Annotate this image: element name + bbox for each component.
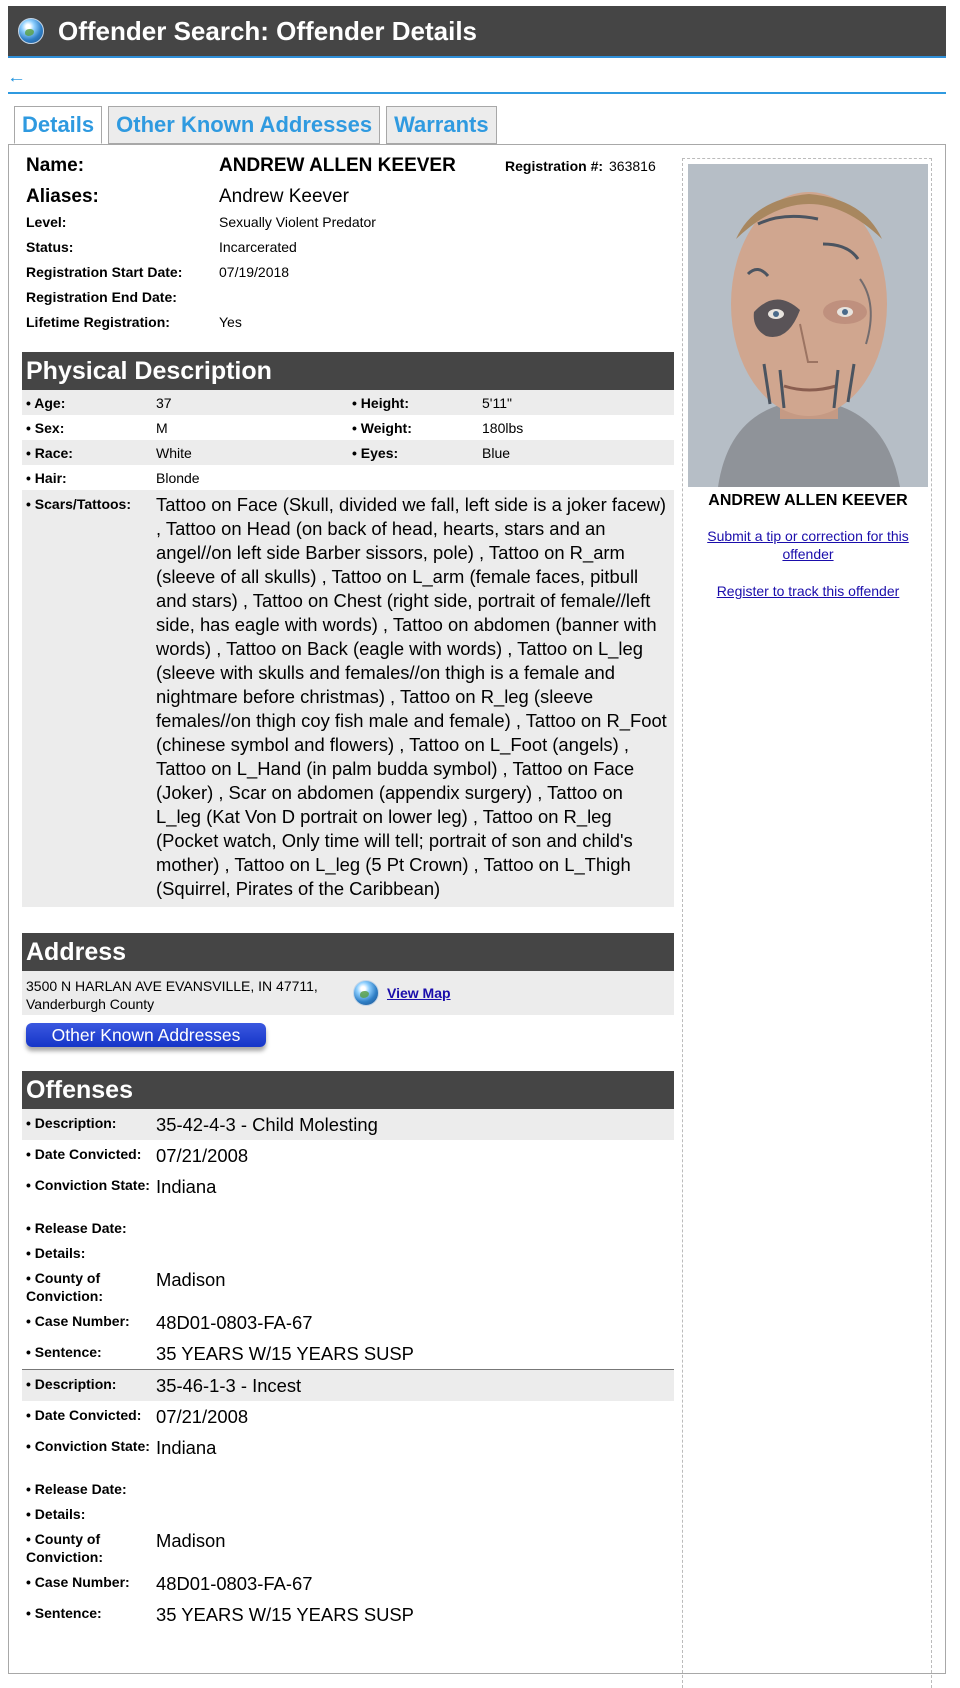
tab-warrants[interactable]: Warrants [386,106,497,144]
offense-county-label: • County of Conviction: [26,1531,103,1565]
page-title: Offender Search: Offender Details [58,15,477,46]
offense-county-label: • County of Conviction: [26,1270,103,1304]
offender-photo-image [688,164,928,487]
offense-row-county [22,1525,674,1568]
lifetime-row [22,309,674,334]
back-arrow-icon[interactable]: 🠀 [10,72,23,89]
scars-tattoos-row [22,490,674,907]
offense-date-convicted-value: 07/21/2008 [156,1406,249,1427]
address-heading: Address [22,933,674,971]
tab-bar [14,106,503,144]
offense-row-conviction-state [22,1432,674,1475]
phys-row-race [22,440,674,465]
offense-description-label: • Description: [26,1376,117,1392]
weight-value: 180lbs [482,420,524,436]
offense-sentence-value: 35 YEARS W/15 YEARS SUSP [156,1343,414,1364]
eyes-label: • Eyes: [352,445,399,461]
offense-case-number-value: 48D01-0803-FA-67 [156,1573,313,1594]
phys-row-sex [22,415,674,440]
offense-date-convicted-label: • Date Convicted: [26,1146,142,1162]
offense-sentence-value: 35 YEARS W/15 YEARS SUSP [156,1604,414,1625]
sex-label: • Sex: [26,420,65,436]
details-main [22,153,674,1630]
view-map-link[interactable]: View Map [387,985,451,1001]
submit-tip-link[interactable]: Submit a tip or correction for this offender [707,528,909,562]
offense-row-release-date [22,1475,674,1500]
offense-description-value: 35-42-4-3 - Child Molesting [156,1114,378,1135]
offense-row-county [22,1264,674,1307]
offense-case-number-value: 48D01-0803-FA-67 [156,1312,313,1333]
offense-details-label: • Details: [26,1245,86,1261]
lifetime-value: Yes [219,313,242,330]
offense-row-details [22,1500,674,1525]
details-panel [8,144,946,1674]
address-block [22,971,674,1071]
offense-block [22,1109,674,1369]
address-line-1: 3500 N HARLAN AVE EVANSVILLE, IN 47711, [26,978,318,994]
level-label: Level: [26,213,67,230]
address-line-2: Vanderburgh County [26,996,155,1012]
scars-label: • Scars/Tattoos: [26,496,131,512]
physical-heading: Physical Description [22,352,674,390]
register-track-link[interactable]: Register to track this offender [716,583,900,599]
name-row [22,153,674,178]
registration-number [505,158,656,174]
other-known-addresses-button[interactable]: Other Known Addresses [26,1023,266,1047]
level-row [22,209,674,234]
offense-conviction-state-label: • Conviction State: [26,1438,150,1454]
phys-row-hair [22,465,674,490]
address-box [22,971,674,1015]
title-bar [8,6,946,58]
age-label: • Age: [26,395,66,411]
offense-row-date-convicted [22,1140,674,1171]
offense-county-value: Madison [156,1269,226,1290]
offense-details-label: • Details: [26,1506,86,1522]
offense-county-value: Madison [156,1530,226,1551]
offense-row-conviction-state [22,1171,674,1214]
offense-sentence-label: • Sentence: [26,1344,102,1360]
name-label: Name: [26,154,85,176]
race-label: • Race: [26,445,73,461]
hair-value: Blonde [156,470,200,486]
offense-row-description [22,1109,674,1140]
offense-row-date-convicted [22,1401,674,1432]
lifetime-label: Lifetime Registration: [26,313,170,330]
photo-caption-name: ANDREW ALLEN KEEVER [708,492,908,509]
height-label: • Height: [352,395,410,411]
offense-date-convicted-value: 07/21/2008 [156,1145,249,1166]
reg-start-value: 07/19/2018 [219,263,290,280]
offense-sentence-label: • Sentence: [26,1605,102,1621]
offense-row-description [22,1370,674,1401]
status-row [22,234,674,259]
height-value: 5'11" [482,395,512,411]
age-value: 37 [156,395,172,411]
offense-release-date-label: • Release Date: [26,1220,127,1236]
offense-release-date-label: • Release Date: [26,1481,127,1497]
tab-details[interactable]: Details [14,106,102,144]
offense-row-details [22,1239,674,1264]
photo-column [682,158,932,1688]
offense-description-value: 35-46-1-3 - Incest [156,1375,302,1396]
aliases-label: Aliases: [26,185,99,207]
offense-case-number-label: • Case Number: [26,1313,130,1329]
offense-conviction-state-value: Indiana [156,1437,217,1458]
level-value: Sexually Violent Predator [219,213,376,230]
registration-label: Registration #: [505,157,604,174]
offense-conviction-state-label: • Conviction State: [26,1177,150,1193]
scars-value: Tattoo on Face (Skull, divided we fall, left side is a joker facew) , Tattoo on Head (on back of head, hearts, stars and an angel//on left side Barber sissors, pole) , Tattoo on R_arm (sleeve of all skulls) , Tattoo on L_arm (female faces, pitbull and stars) , Tattoo on Chest (right side, portrait of female//left side, has eagle with words) , Tattoo on abdomen (banner with words) , Tattoo on Back (eagle with words) , Tattoo on L_leg (sleeve with skulls and females//on thigh is a female and nightmare before christmas) , Tattoo on R_leg (sleeve females//on thigh coy fish male and female) , Tattoo on R_Foot (chinese symbol and flowers) , Tattoo on L_Foot (angels) , Tattoo on L_Hand (in palm budda symbol) , Tattoo on Face (Joker) , Scar on abdomen (appendix surgery) , Tattoo on L_leg (Kat Von D portrait on lower leg) , Tattoo on R_leg (Pocket watch, Only time will tell; portrait of son and child's mother) , Tattoo on L_leg (5 Pt Crown) , Tattoo on L_Thigh (Squirrel, Pirates of the Caribbean) [156,494,667,899]
offense-block [22,1370,674,1630]
map-globe-icon[interactable] [353,980,379,1006]
offenses-heading: Offenses [22,1071,674,1109]
offense-date-convicted-label: • Date Convicted: [26,1407,142,1423]
aliases-value: Andrew Keever [219,185,349,207]
race-value: White [156,445,192,461]
offense-row-sentence [22,1338,674,1369]
offense-conviction-state-value: Indiana [156,1176,217,1197]
offense-case-number-label: • Case Number: [26,1574,130,1590]
back-row [8,72,946,94]
offender-photo [688,164,928,487]
offense-row-case-number [22,1568,674,1599]
status-label: Status: [26,238,74,255]
reg-start-label: Registration Start Date: [26,263,183,280]
offender-name: ANDREW ALLEN KEEVER [219,154,456,176]
offense-description-label: • Description: [26,1115,117,1131]
offenses-list [22,1109,674,1630]
reg-end-label: Registration End Date: [26,288,177,305]
offense-row-case-number [22,1307,674,1338]
tab-other-known-addresses[interactable]: Other Known Addresses [108,106,380,144]
offense-row-sentence [22,1599,674,1630]
weight-label: • Weight: [352,420,412,436]
globe-icon [18,18,44,44]
phys-row-age [22,390,674,415]
registration-value: 363816 [609,157,656,174]
offense-row-release-date [22,1214,674,1239]
hair-label: • Hair: [26,470,67,486]
eyes-value: Blue [482,445,511,461]
sex-value: M [156,420,168,436]
status-value: Incarcerated [219,238,297,255]
reg-end-row [22,284,674,309]
reg-start-row [22,259,674,284]
address-text [26,977,318,1013]
aliases-row [22,184,674,209]
